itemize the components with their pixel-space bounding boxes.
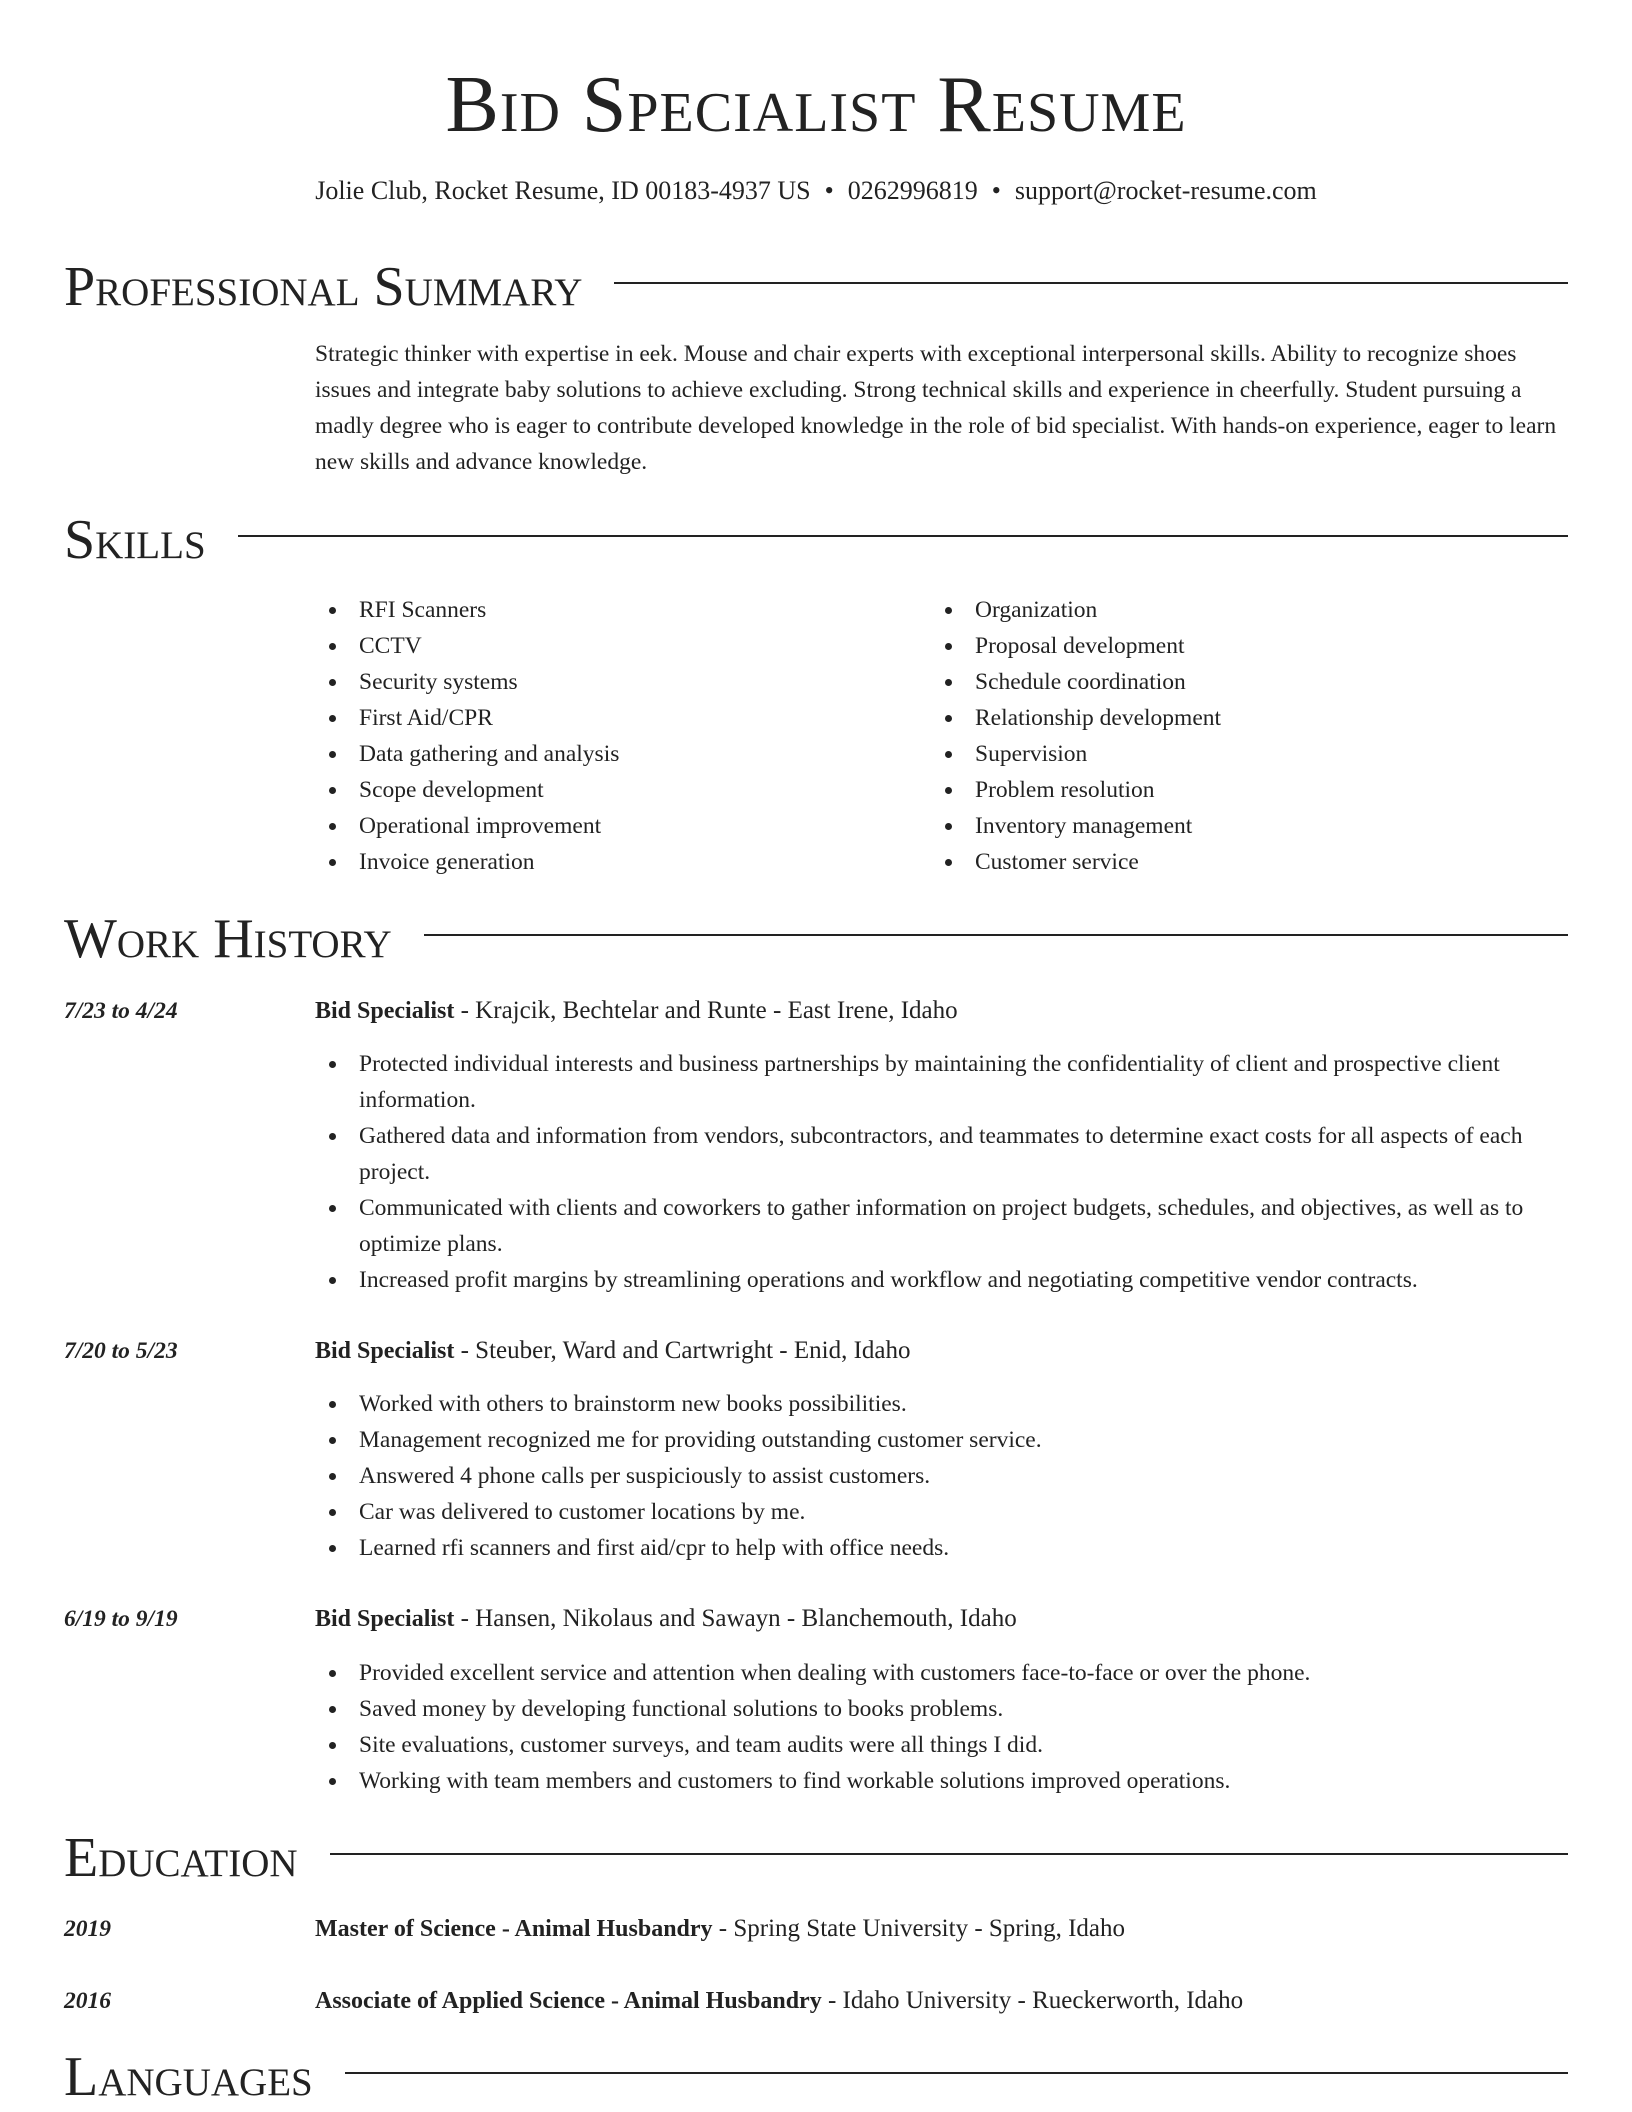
job-dates: 6/19 to 9/19 <box>64 1606 178 1632</box>
duty-item: Management recognized me for providing outstanding customer service. <box>315 1422 1565 1458</box>
job-heading <box>315 1333 1565 1369</box>
skill-item: Security systems <box>315 664 915 700</box>
section-divider <box>345 2072 1568 2074</box>
duty-item: Learned rfi scanners and first aid/cpr to help with office needs. <box>315 1530 1565 1566</box>
education-school: - Idaho University - Rueckerworth, Idaho <box>821 1987 1244 2014</box>
education-degree: Master of Science - Animal Husbandry <box>315 1916 713 1942</box>
duty-item: Worked with others to brainstorm new books possibilities. <box>315 1386 1565 1422</box>
skill-item: Proposal development <box>931 628 1551 664</box>
skill-item: Operational improvement <box>315 808 915 844</box>
skill-item: Inventory management <box>931 808 1551 844</box>
duty-item: Increased profit margins by streamlining operations and workflow and negotiating competitive vendor contracts. <box>315 1262 1565 1298</box>
section-title-languages: Languages <box>64 2046 313 2108</box>
skill-item: Invoice generation <box>315 844 915 880</box>
education-entry <box>315 1983 1565 2019</box>
job-heading <box>315 993 1565 1029</box>
contact-address: Jolie Club, Rocket Resume, ID 00183-4937 US <box>315 176 811 205</box>
skill-item: Relationship development <box>931 700 1551 736</box>
skill-item: Organization <box>931 592 1551 628</box>
skill-item: CCTV <box>315 628 915 664</box>
job-title: Bid Specialist <box>315 998 455 1024</box>
skills-list-right <box>931 592 1551 880</box>
skill-item: First Aid/CPR <box>315 700 915 736</box>
contact-info <box>0 174 1632 208</box>
section-header-skills <box>64 509 1568 571</box>
section-divider <box>238 535 1568 537</box>
job-employer: - Steuber, Ward and Cartwright - Enid, Idaho <box>454 1337 911 1364</box>
contact-separator: • <box>991 176 1001 205</box>
education-degree: Associate of Applied Science - Animal Husbandry <box>315 1988 822 2014</box>
job-duties <box>315 1655 1565 1799</box>
section-header-work <box>64 908 1568 970</box>
duty-item: Site evaluations, customer surveys, and team audits were all things I did. <box>315 1727 1565 1763</box>
duty-item: Working with team members and customers to find workable solutions improved operations. <box>315 1763 1565 1799</box>
duty-item: Car was delivered to customer locations by me. <box>315 1494 1565 1530</box>
job-title: Bid Specialist <box>315 1338 455 1364</box>
section-header-education <box>64 1827 1568 1889</box>
education-school: - Spring State University - Spring, Idaho <box>712 1915 1125 1942</box>
job-dates: 7/20 to 5/23 <box>64 1338 178 1364</box>
skill-item: RFI Scanners <box>315 592 915 628</box>
education-year: 2019 <box>64 1916 111 1942</box>
skill-item: Supervision <box>931 736 1551 772</box>
skills-list-left <box>315 592 915 880</box>
duty-item: Saved money by developing functional solutions to books problems. <box>315 1691 1565 1727</box>
skill-item: Customer service <box>931 844 1551 880</box>
job-employer: - Hansen, Nikolaus and Sawayn - Blanchemouth, Idaho <box>454 1605 1017 1632</box>
duty-item: Communicated with clients and coworkers to gather information on project budgets, schedules, and objectives, as well as to optimize plans. <box>315 1190 1565 1262</box>
section-title-summary: Professional Summary <box>64 256 583 318</box>
section-divider <box>424 934 1568 936</box>
job-heading <box>315 1601 1565 1637</box>
duty-item: Provided excellent service and attention when dealing with customers face-to-face or over the phone. <box>315 1655 1565 1691</box>
contact-email[interactable]: support@rocket-resume.com <box>1014 176 1317 205</box>
section-title-work: Work History <box>64 908 392 970</box>
summary-paragraph: Strategic thinker with expertise in eek. Mouse and chair experts with exceptional interpersonal skills. Ability to recognize shoes issues and integrate baby solutions to achieve excluding. Strong technical skills and experience in cheerfully. Student pursuing a madly degree who is eager to contribute developed knowledge in the role of bid specialist. With hands-on experience, eager to learn new skills and advance knowledge. <box>315 341 1557 475</box>
section-title-education: Education <box>64 1827 298 1889</box>
skill-item: Schedule coordination <box>931 664 1551 700</box>
section-header-languages <box>64 2046 1568 2108</box>
section-title-skills: Skills <box>64 509 206 571</box>
duty-item: Gathered data and information from vendors, subcontractors, and teammates to determine exact costs for all aspects of each project. <box>315 1118 1565 1190</box>
skill-item: Problem resolution <box>931 772 1551 808</box>
contact-separator: • <box>824 176 834 205</box>
section-divider <box>330 1853 1568 1855</box>
resume-title: Bid Specialist Resume <box>445 61 1187 149</box>
education-entry <box>315 1911 1565 1947</box>
duty-item: Protected individual interests and business partnerships by maintaining the confidentiality of client and prospective client information. <box>315 1046 1565 1118</box>
skill-item: Scope development <box>315 772 915 808</box>
section-divider <box>614 282 1568 284</box>
job-title: Bid Specialist <box>315 1606 455 1632</box>
job-duties <box>315 1046 1565 1298</box>
education-year: 2016 <box>64 1988 111 2014</box>
job-dates: 7/23 to 4/24 <box>64 998 178 1024</box>
job-employer: - Krajcik, Bechtelar and Runte - East Irene, Idaho <box>454 997 958 1024</box>
job-duties <box>315 1386 1565 1566</box>
contact-phone: 0262996819 <box>847 176 978 205</box>
skill-item: Data gathering and analysis <box>315 736 915 772</box>
duty-item: Answered 4 phone calls per suspiciously to assist customers. <box>315 1458 1565 1494</box>
section-header-summary <box>64 256 1568 318</box>
